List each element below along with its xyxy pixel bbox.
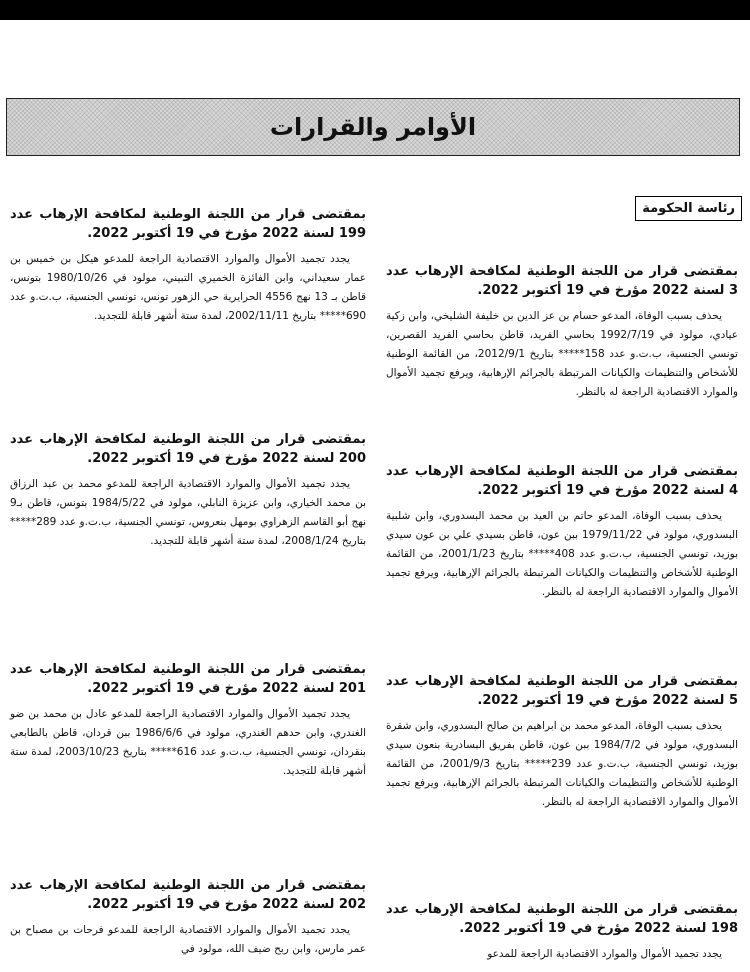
decision-body: يحذف بسبب الوفاة، المدعو حاتم بن العيد بن محمد البسدوري، وابن شلبية البسدوري، مولود في 1979/11/22 ببن عون، قاطن بسيدي علي بن عون سيدي بوزيد، تونسي الجنسية، ب.ت.و عدد 408***** بتاريخ 2001/1/23، من القائمة الوطنية للأشخاص والتنظيمات والكيانات المرتبطة بالجرائم الإرهابية، ويرفع تجميد الأموال والموارد الاقتصادية الراجعة له بالنظر. [386,510,739,598]
decision-title: بمقتضى قرار من اللجنة الوطنية لمكافحة الإرهاب عدد 198 لسنة 2022 مؤرخ في 19 أكتوبر 2022. [386,902,738,936]
decision-entry [386,462,738,602]
decision-entry [386,672,738,812]
decision-entry [10,876,366,959]
decision-body: يجدد تجميد الأموال والموارد الاقتصادية الراجعة للمدعو عادل بن محمد بن ضو الغندري، وابن حدهم الغندري، مولود في 1986/6/6 ببن قردان، قاطن بالطابعي بنقردان، تونسي الجنسية، ب.ت.و عدد 616***** بتاريخ 2003/10/23، لمدة ستة أشهر قابلة للتجديد. [10,708,366,777]
decision-entry [10,660,366,781]
section-label: رئاسة الحكومة [635,196,742,221]
decision-entry [10,430,366,551]
decision-title: بمقتضى قرار من اللجنة الوطنية لمكافحة الإرهاب عدد 202 لسنة 2022 مؤرخ في 19 أكتوبر 2022. [10,878,366,912]
decision-title: بمقتضى قرار من اللجنة الوطنية لمكافحة الإرهاب عدد 3 لسنة 2022 مؤرخ في 19 أكتوبر 2022. [386,264,738,298]
banner-title: الأوامر والقرارات [269,113,477,141]
decision-title: بمقتضى قرار من اللجنة الوطنية لمكافحة الإرهاب عدد 5 لسنة 2022 مؤرخ في 19 أكتوبر 2022. [386,674,738,708]
decision-title: بمقتضى قرار من اللجنة الوطنية لمكافحة الإرهاب عدد 201 لسنة 2022 مؤرخ في 19 أكتوبر 2022. [10,662,366,696]
decision-title: بمقتضى قرار من اللجنة الوطنية لمكافحة الإرهاب عدد 200 لسنة 2022 مؤرخ في 19 أكتوبر 2022. [10,432,366,466]
decision-entry [386,900,738,964]
decision-body: يجدد تجميد الأموال والموارد الاقتصادية الراجعة للمدعو هيكل بن خميس بن عمار سعيداني، وابن الفائزة الخميري التبيني، مولود في 1980/10/26 بتونس، قاطن بـ 13 نهج 4556 الحرايرية حي الزهور تونس، تونسي الجنسية، ب.ت.و عدد 690***** بتاريخ 2002/11/11، لمدة ستة أشهر قابلة للتجديد. [10,253,366,322]
left-column [0,0,370,972]
decision-body: يحذف بسبب الوفاة، المدعو حسام بن عز الدين بن خليفة الشليخي، وابن زكية عيادي، مولود في 1992/7/19 بحاسي الفريد، قاطن بحاسي الفريد القصرين، تونسي الجنسية، ب.ت.و عدد 158***** بتاريخ 2012/9/1، من القائمة الوطنية للأشخاص والتنظيمات والكيانات المرتبطة بالجرائم الإرهابية، ويرفع تجميد الأموال والموارد الاقتصادية الراجعة له بالنظر. [386,310,738,398]
decision-title: بمقتضى قرار من اللجنة الوطنية لمكافحة الإرهاب عدد 4 لسنة 2022 مؤرخ في 19 أكتوبر 2022. [386,464,738,498]
decision-body: يحذف بسبب الوفاة، المدعو محمد بن ابراهيم بن صالح البسدوري، وابن شقرة البسدوري، مولود في 1984/7/2 ببن عون، قاطن بفريق البسادرية بنعون سيدي بوزيد، تونسي الجنسية، ب.ت.و عدد 239***** بتاريخ 2001/9/3، من القائمة الوطنية للأشخاص والتنظيمات والكيانات المرتبطة بالجرائم الإرهابية، ويرفع تجميد الأموال والموارد الاقتصادية الراجعة له بالنظر. [386,720,739,808]
decision-title: بمقتضى قرار من اللجنة الوطنية لمكافحة الإرهاب عدد 199 لسنة 2022 مؤرخ في 19 أكتوبر 2022. [10,207,366,241]
decision-body: يجدد تجميد الأموال والموارد الاقتصادية الراجعة للمدعو فرحات بن مصباح بن عمر مارس، وابن ربح ضيف الله، مولود في [10,924,366,955]
decision-entry [10,205,366,326]
decision-body: يجدد تجميد الأموال والموارد الاقتصادية الراجعة للمدعو محمد بن عبد الرزاق بن محمد الخياري، وابن عزيزة النابلي، مولود في 1984/5/22 بتونس، قاطن بـ9 نهج أبو القاسم الزهراوي بومهل بنعروس، تونسي الجنسية، ب.ت.و عدد 289***** بتاريخ 2008/1/24، لمدة ستة أشهر قابلة للتجديد. [10,478,366,547]
right-column [380,0,750,972]
decision-entry [386,262,738,402]
decision-body: يجدد تجميد الأموال والموارد الاقتصادية الراجعة للمدعو [487,948,722,960]
